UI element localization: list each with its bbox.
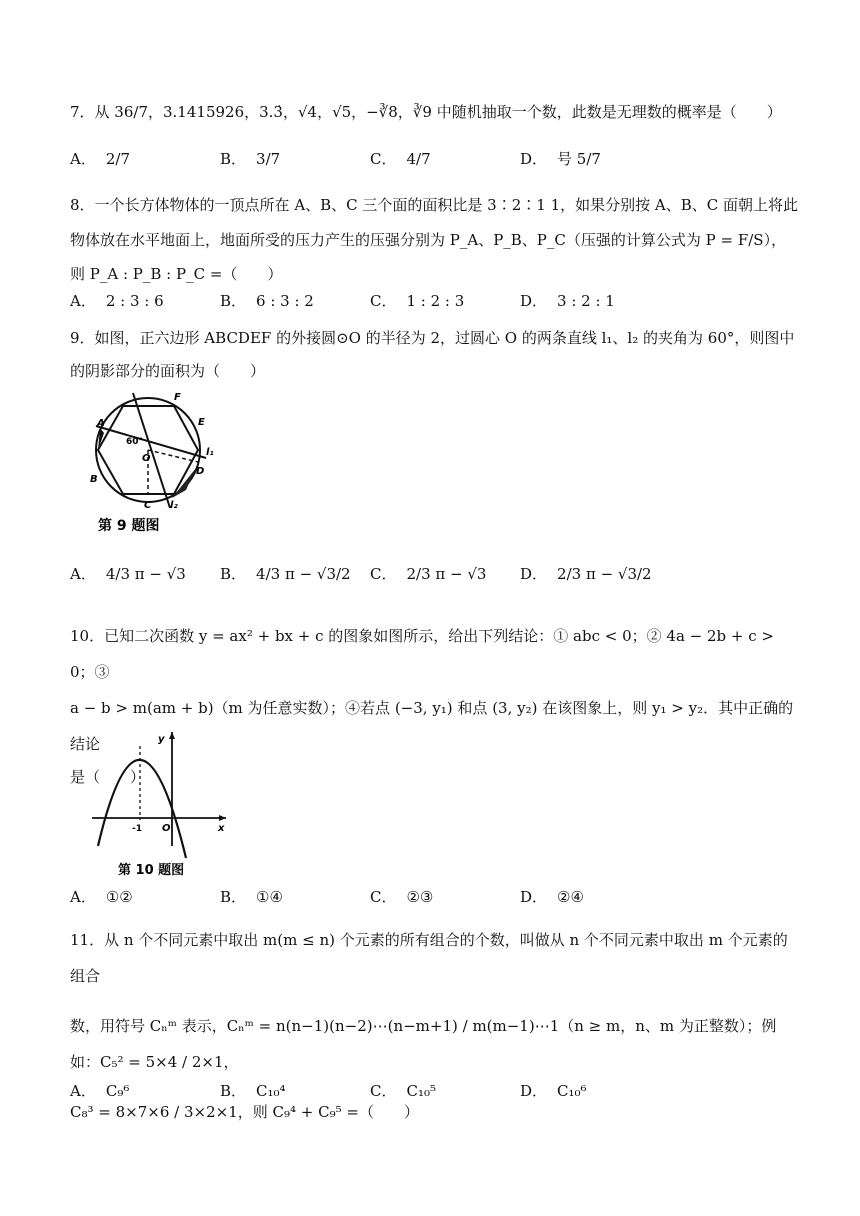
option-a[interactable]: A． 2/7 [70, 149, 130, 168]
origin-label: O [162, 823, 171, 834]
label-b: B [90, 474, 98, 485]
label-o: O [142, 453, 151, 464]
option-d[interactable]: D． 号 5/7 [520, 150, 601, 168]
option-c[interactable]: C． 1 : 2 : 3 [370, 291, 465, 310]
question-7-text: 7．从 36/7，3.1415926，3.3̇，√4，√5，−∛8，∛9 中随机抽取一个数，此数是无理数的概率是（ ） [70, 103, 782, 121]
option-c[interactable]: C． ②③ [370, 887, 434, 906]
axis-y-label: y [158, 734, 165, 745]
figure-10-caption: 第 10 题图 [118, 863, 185, 878]
option-b[interactable]: B． ①④ [220, 887, 283, 906]
question-7-options [70, 148, 800, 169]
question-9 [70, 322, 800, 388]
question-8-options [70, 290, 800, 311]
option-d[interactable]: D． 3 : 2 : 1 [520, 291, 615, 310]
question-9-text: 9．如图，正六边形 ABCDEF 的外接圆⊙O 的半径为 2，过圆心 O 的两条直线 l₁、l₂ 的夹角为 60°，则图中的阴影部分的面积为（ ） [70, 329, 795, 380]
hexagon-circle-diagram [78, 388, 223, 538]
label-60deg: 60° [126, 437, 144, 447]
question-10-options [70, 886, 800, 907]
option-a[interactable]: A． 4/3 π − √3 [70, 564, 186, 583]
question-11-line2: 数，用符号 Cₙᵐ 表示，Cₙᵐ = n(n−1)(n−2)⋯(n−m+1) / m(m−1)⋯1（n ≥ m，n、m 为正整数）；例如：C₅² = 5×4 / 2×1， [70, 1017, 777, 1071]
label-e: E [198, 417, 205, 428]
label-l1: l₁ [206, 447, 214, 458]
label-c: C [144, 500, 152, 511]
question-10-line3: 是（ ） [70, 768, 146, 786]
option-a[interactable]: A． C₉⁶ [70, 1081, 130, 1100]
question-11-line3: C₈³ = 8×7×6 / 3×2×1，则 C₉⁴ + C₉⁵ =（ ） [70, 1103, 419, 1121]
parabola-graph [88, 728, 238, 880]
option-d[interactable]: D． ②④ [520, 887, 584, 906]
question-10-line1: 10．已知二次函数 y = ax² + bx + c 的图象如图所示，给出下列结论：① abc < 0；② 4a − 2b + c > 0；③ [70, 627, 774, 681]
option-a[interactable]: A． ①② [70, 887, 133, 906]
label-a: A [97, 418, 105, 429]
question-8-text: 8．一个长方体物体的一顶点所在 A、B、C 三个面的面积比是 3∶2∶1 1，如果分别按 A、B、C 面朝上将此物体放在水平地面上，地面所受的压力产生的压强分别为 P_A、P_B、P_C（压强的计算公式为 P = F/S），则 P_A : P_B : P_C =（ ） [70, 196, 798, 283]
option-b[interactable]: B． C₁₀⁴ [220, 1081, 286, 1100]
figure-9-caption: 第 9 题图 [98, 518, 160, 534]
option-b[interactable]: B． 6 : 3 : 2 [220, 291, 314, 310]
figure-10 [88, 728, 238, 880]
question-9-options [70, 563, 800, 584]
axis-x-label: x [218, 823, 225, 834]
label-f: F [174, 392, 181, 403]
question-7 [70, 98, 800, 127]
figure-9 [78, 388, 223, 538]
tick-neg1: -1 [132, 824, 142, 834]
question-8 [70, 188, 800, 292]
option-c[interactable]: C． 4/7 [370, 149, 431, 168]
question-11-options [70, 1080, 800, 1101]
option-c[interactable]: C． 2/3 π − √3 [370, 564, 487, 583]
label-d: D [196, 466, 205, 477]
option-d[interactable]: D． 2/3 π − √3/2 [520, 564, 652, 583]
option-b[interactable]: B． 4/3 π − √3/2 [220, 564, 351, 583]
label-l2: l₂ [170, 500, 178, 511]
option-b[interactable]: B． 3/7 [220, 149, 281, 168]
option-a[interactable]: A． 2 : 3 : 6 [70, 291, 164, 310]
question-11-line1: 11．从 n 个不同元素中取出 m(m ≤ n) 个元素的所有组合的个数，叫做从 n 个不同元素中取出 m 个元素的组合 [70, 931, 788, 985]
question-10-line2: a − b > m(am + b)（m 为任意实数）；④若点 (−3, y₁) 和点 (3, y₂) 在该图象上，则 y₁ > y₂．其中正确的结论 [70, 699, 794, 753]
option-c[interactable]: C． C₁₀⁵ [370, 1081, 437, 1100]
option-d[interactable]: D． C₁₀⁶ [520, 1081, 587, 1100]
